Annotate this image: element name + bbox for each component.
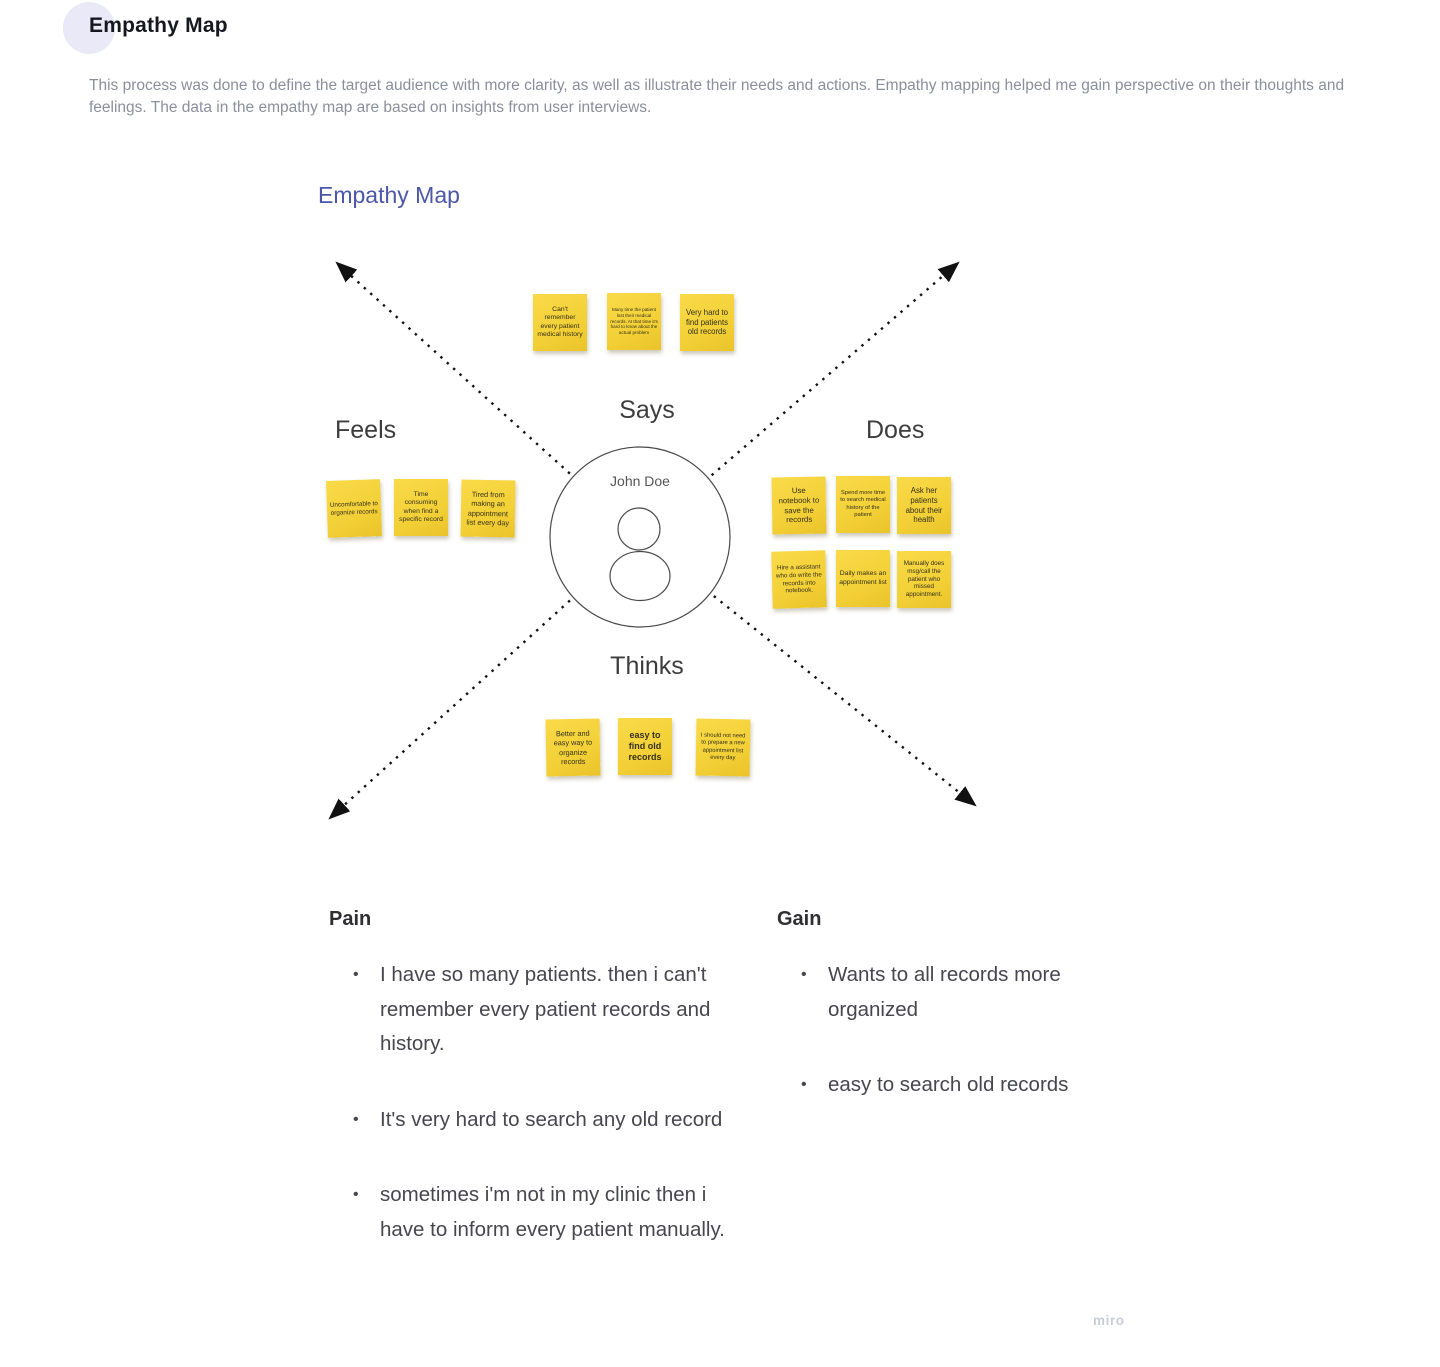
- gain-item: • Wants to all records more organized: [777, 958, 1138, 1027]
- pain-list: [329, 958, 749, 1288]
- gain-list: [777, 958, 1157, 1144]
- quadrant-label-says: Says: [619, 396, 675, 424]
- sticky-note: Better and easy way to organize records: [546, 719, 601, 777]
- quadrant-label-thinks: Thinks: [610, 652, 684, 680]
- sticky-note: Tired from making an appointment list every day: [461, 480, 516, 538]
- diagram-title: Empathy Map: [318, 182, 460, 208]
- sticky-note: Manually does msg/call the patient who missed appointment.: [897, 551, 951, 608]
- intro-paragraph: This process was done to define the target audience with more clarity, as well as illustrate their needs and actions. Empathy mapping helped me gain perspective on their thoughts and feelings. The data in the empathy map are based on insights from user interviews.: [89, 77, 1345, 116]
- sticky-note: Very hard to find patients old records: [680, 294, 734, 351]
- quadrant-label-feels: Feels: [335, 416, 397, 444]
- sticky-note: Daily makes an appointment list: [836, 550, 890, 607]
- sticky-note: I should not need to prepare a new appointment list every day: [696, 719, 751, 777]
- quadrant-label-does: Does: [866, 416, 925, 444]
- miro-watermark: miro: [1093, 1313, 1125, 1328]
- page-title: Empathy Map: [89, 14, 228, 37]
- sticky-note: Many time the patient lost their medical records. At that time it's hard to know about the actual problem: [607, 293, 661, 350]
- sticky-note: Ask her patients about their health: [897, 477, 951, 534]
- pain-item: • I have so many patients. then i can't remember every patient records and history.: [329, 958, 730, 1062]
- sticky-note: easy to find old records: [618, 718, 672, 775]
- gain-item: • easy to search old records: [777, 1068, 1138, 1103]
- pain-heading: Pain: [329, 908, 372, 930]
- sticky-note: Time consuming when find a specific record: [394, 479, 448, 536]
- pain-item: • It's very hard to search any old record: [329, 1103, 730, 1138]
- sticky-note: Can't remember every patient medical history: [533, 294, 587, 351]
- sticky-note: Spend more time to search medical history of the patient: [836, 476, 890, 533]
- pain-item: • sometimes i'm not in my clinic then i have to inform every patient manually.: [329, 1178, 730, 1247]
- sticky-note: Use notebook to save the records: [772, 477, 827, 535]
- persona-name: John Doe: [610, 473, 670, 489]
- gain-heading: Gain: [777, 908, 822, 930]
- sticky-note: Uncomfortable to organize records: [326, 479, 382, 538]
- sticky-note: Hire a assistant who do write the records into notebook.: [771, 550, 826, 608]
